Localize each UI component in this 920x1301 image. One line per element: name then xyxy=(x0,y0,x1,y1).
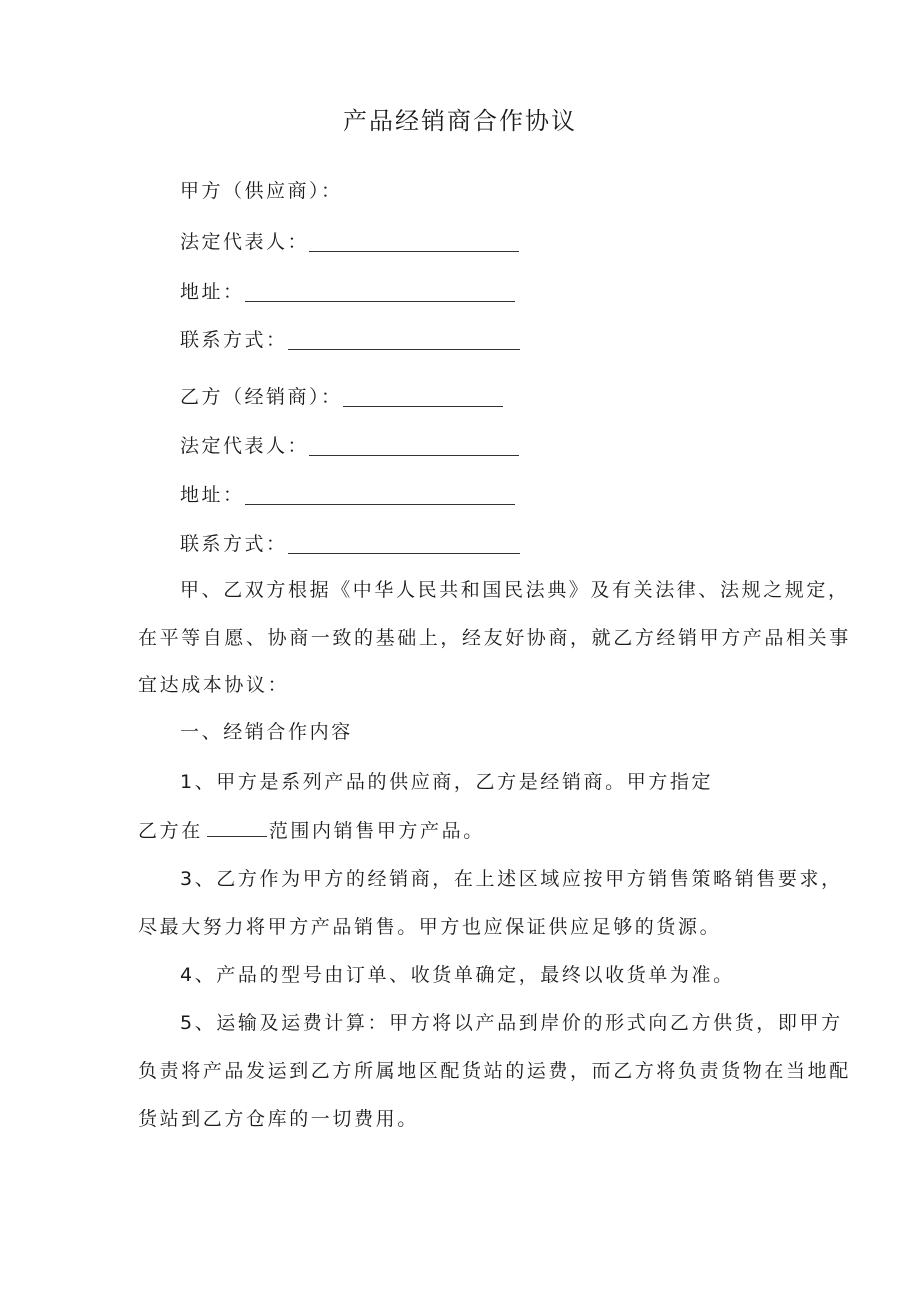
party-b-name-blank[interactable] xyxy=(343,386,503,407)
clause-1-suffix: 范围内销售甲方产品。 xyxy=(268,820,485,842)
party-b-address-field xyxy=(180,479,515,507)
document-title: 产品经销商合作协议 xyxy=(343,107,577,135)
party-a-address-field xyxy=(180,276,515,304)
party-a-rep-blank[interactable] xyxy=(309,231,519,252)
party-a-rep-field xyxy=(180,226,519,254)
clause-3-line-2: 尽最大努力将甲方产品销售。甲方也应保证供应足够的货源。 xyxy=(138,916,722,938)
party-a-heading: 甲方（供应商）： xyxy=(180,180,343,202)
party-b-heading: 乙方（经销商）： xyxy=(180,386,343,408)
clause-3-line-1: 3、乙方作为甲方的经销商，在上述区域应按甲方销售策略销售要求， xyxy=(180,868,843,890)
intro-line-3: 宜达成本协议： xyxy=(138,674,290,696)
clause-1-prefix: 乙方在 xyxy=(138,820,203,842)
clause-5-line-2: 负责将产品发运到乙方所属地区配货站的运费，而乙方将负责货物在当地配 xyxy=(138,1060,851,1082)
party-a-rep-label: 法定代表人： xyxy=(180,231,310,253)
clause-1-line-1: 1、甲方是系列产品的供应商，乙方是经销商。甲方指定 xyxy=(180,771,714,793)
party-b-heading-field xyxy=(180,381,503,409)
party-b-address-label: 地址： xyxy=(180,484,245,506)
party-b-rep-field xyxy=(180,430,519,458)
clause-1-line-2 xyxy=(138,818,485,843)
clause-4: 4、产品的型号由订单、收货单确定，最终以收货单为准。 xyxy=(180,964,735,986)
party-a-address-label: 地址： xyxy=(180,281,245,303)
party-b-contact-blank[interactable] xyxy=(288,533,520,554)
party-a-contact-label: 联系方式： xyxy=(180,329,288,351)
party-a-address-blank[interactable] xyxy=(245,281,515,302)
intro-line-1: 甲、乙双方根据《中华人民共和国民法典》及有关法律、法规之规定， xyxy=(180,579,850,601)
intro-line-2: 在平等自愿、协商一致的基础上，经友好协商，就乙方经销甲方产品相关事 xyxy=(138,627,851,649)
party-b-rep-blank[interactable] xyxy=(309,435,519,456)
party-b-contact-label: 联系方式： xyxy=(180,533,288,555)
clause-5-line-1: 5、运输及运费计算：甲方将以产品到岸价的形式向乙方供货，即甲方 xyxy=(180,1012,843,1034)
region-blank[interactable] xyxy=(207,818,267,837)
party-a-contact-blank[interactable] xyxy=(288,329,520,350)
clause-5-line-3: 货站到乙方仓库的一切费用。 xyxy=(138,1108,419,1130)
section-1-heading: 一、经销合作内容 xyxy=(180,721,353,743)
party-b-contact-field xyxy=(180,528,520,556)
party-a-contact-field xyxy=(180,324,520,352)
party-b-rep-label: 法定代表人： xyxy=(180,435,310,457)
party-b-address-blank[interactable] xyxy=(245,484,515,505)
